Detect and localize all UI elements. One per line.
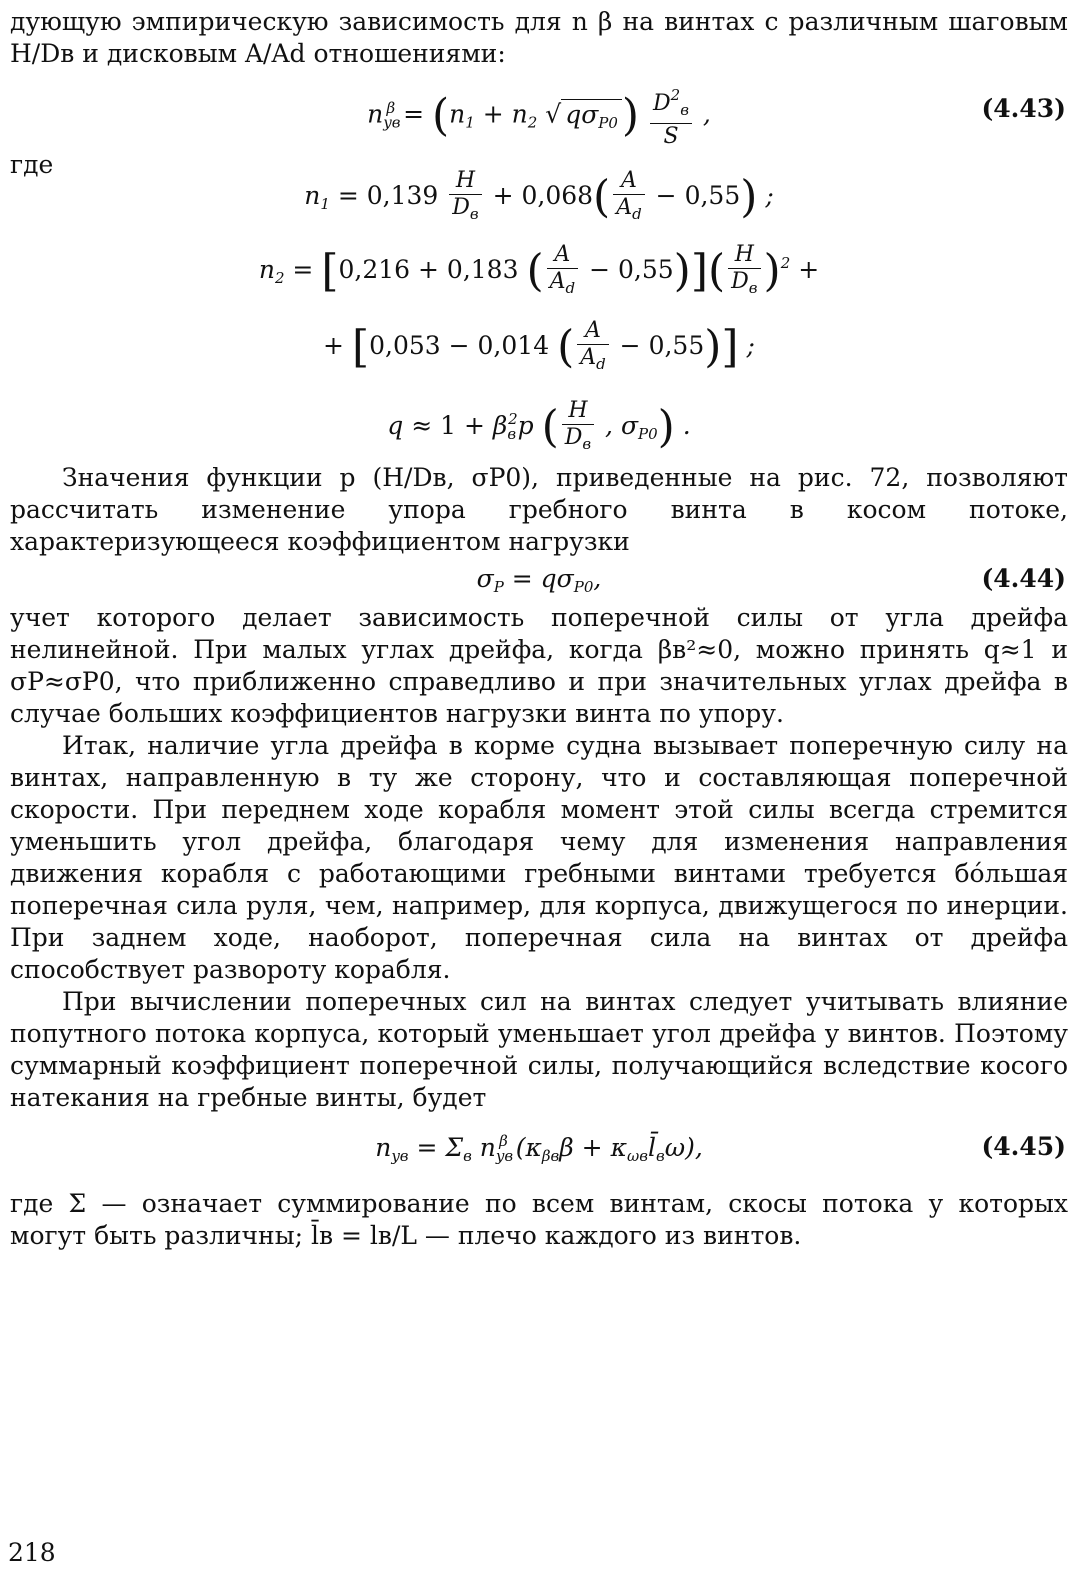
coef-n2-6: 0,55 [648,331,705,360]
paragraph-drift-angle: Итак, наличие угла дрейфа в корме судна вызывает поперечную силу на винтах, направленную в ту же сторону, что и составляющая поперечной скорости. При переднем ходе корабля момент этой силы всегда стремится уменьшить угол дрейфа, благодаря чему для изменения направления движения корабля с работающими гребными винтами требуется бóльшая поперечная сила руля, чем, например, для корпуса, движущегося по инерции. При заднем ходе, наоборот, поперечная сила на винтах от дрейфа способствует развороту корабля. [10,731,1068,984]
equation-4-44: $\sigma_P = q\sigma_{P0}$, (4.44) [476,564,1066,596]
coef-n1-3: 0,55 [684,181,741,210]
paragraph-nonlinear: учет которого делает зависимость поперечной силы от угла дрейфа нелинейной. При малых углах дрейфа, когда βв²≈0, можно принять q≈1 и σP≈σP0, что приближенно справедливо и при значительных углах дрейфа в случае больших коэффициентов нагрузки винта по упору. [10,603,1068,728]
coef-n2-2: 0,183 [446,255,519,284]
paragraph-sum-note: где Σ — означает суммирование по всем винтам, скосы потока у которых могут быть различны; l̄в = lв/L — плечо каждого из винтов. [10,1189,1068,1250]
coef-q-1: 1 [440,411,457,440]
where-label: где [10,150,54,179]
coef-n2-4: 0,053 [369,331,441,360]
equation-n2-line2: + [0,053 − 0,014 ( $\frac{A}{A_d}$ − 0,55)] ; [323,318,755,373]
paragraph-wake-flow: При вычислении поперечных сил на винтах следует учитывать влияние попутного потока корпуса, который уменьшает угол дрейфа у винтов. Поэтому суммарный коэффициент поперечной силы, получающийся вследствие косого натекания на гребные винты, будет [10,987,1068,1112]
equation-number: (4.43) [981,94,1066,123]
equation-n1: где $n_1 = 0,139$ $\frac{H}{D_в}$ + 0,068( $\frac{A}{A_d}$ − 0,55) ; [10,150,774,223]
paragraph-function-p: Значения функции p (H/Dв, σP0), приведенные на рис. 72, позволяют рассчитать изменение упора гребного винта в косом потоке, характеризующееся коэффициентом нагрузки [10,463,1068,556]
coef-n1-2: 0,068 [521,181,594,210]
coef-n2-1: 0,216 [338,255,411,284]
paragraph-intro: дующую эмпирическую зависимость для n β на винтах с различным шаговым H/Dв и дисковым A/Ad отношениями: [10,7,1068,68]
coef-n2-3: 0,55 [617,255,674,284]
equation-4-45: $n_{yв} = \Sigma_в$ $n_{yв}^\beta$ ($\kappa_{\beta в}\beta$ + $\kappa_{\omega в}l̄_в\omega$), (4.45) [375,1132,1066,1165]
equation-number: (4.45) [981,1132,1066,1161]
page-number: 218 [8,1538,56,1567]
coef-n1-1: 0,139 [366,181,439,210]
equation-n2-line1: $n_2 = [0,216 + 0,183$ ( $\frac{A}{A_d}$ − 0,55)]( $\frac{H}{D_в}$ )$^2$ + [258,242,820,297]
equation-number: (4.44) [981,564,1066,593]
equation-q: $q \approx 1 + \beta_в^2p$ ( $\frac{H}{D_в}$ , $\sigma_{P0}$) . [387,398,691,453]
equation-4-43: $n_{yв}^\beta = (n_1 + n_2$ √ $q\sigma_{P0}$) $\frac{D^2_в}{S}$ , (4.43) [10,72,1068,144]
coef-n2-5: 0,014 [477,331,550,360]
